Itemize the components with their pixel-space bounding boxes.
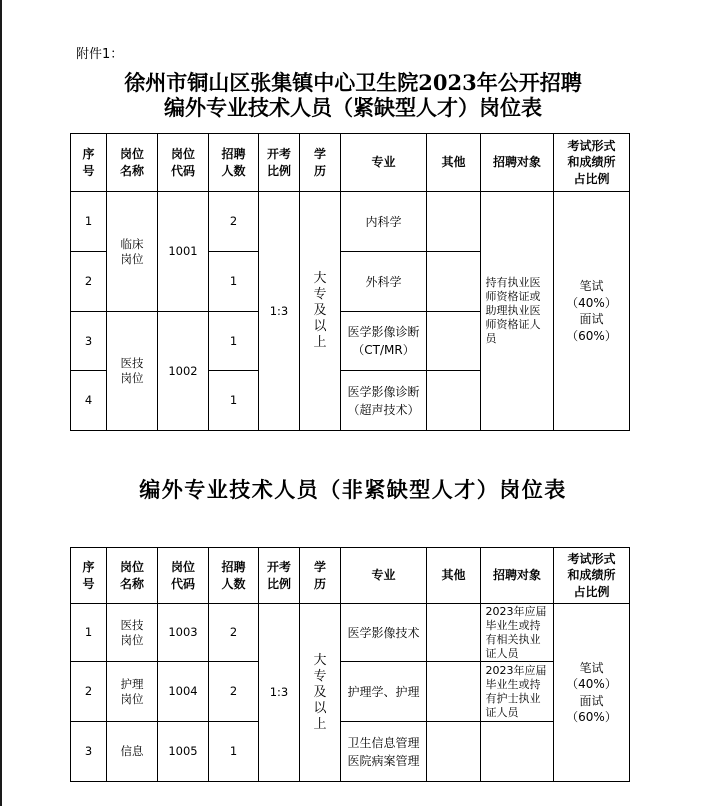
header-exam-format: [554, 134, 630, 192]
header-seq-label: 序号: [82, 560, 95, 591]
header-education: [300, 134, 341, 192]
exam-format-line: 笔试: [579, 279, 604, 293]
post-code-value: 1005: [168, 744, 198, 758]
cell-headcount: [209, 371, 259, 431]
header-headcount-label: 招聘人数: [221, 147, 246, 178]
post-code-value: 1004: [168, 684, 198, 698]
cell-major: [341, 252, 427, 312]
cell-other: [427, 192, 481, 252]
header-post-name-label: 岗位名称: [119, 560, 144, 591]
cell-other: [427, 312, 481, 371]
table-row: [71, 662, 630, 722]
header-post-code-label: 岗位代码: [170, 560, 195, 591]
cell-education: [300, 604, 341, 782]
header-major-label: 专业: [371, 155, 396, 170]
cell-headcount: [209, 722, 259, 782]
headcount-value: 1: [229, 393, 238, 407]
post-code-value: 1003: [168, 625, 198, 639]
headcount-value: 1: [229, 744, 238, 758]
major-value: 护理学、护理: [347, 684, 420, 699]
cell-major: [341, 662, 427, 722]
header-education-label: 学历: [313, 147, 326, 178]
cell-target: [481, 192, 554, 431]
header-education-label: 学历: [313, 560, 326, 591]
header-post-name: [107, 548, 158, 604]
header-major: [341, 134, 427, 192]
header-major: [341, 548, 427, 604]
cell-exam-ratio: [259, 604, 300, 782]
cell-target: [481, 604, 554, 662]
cell-seq: [71, 722, 107, 782]
header-exam-ratio: [259, 134, 300, 192]
post-name-value: 护理岗位: [120, 676, 144, 706]
header-exam-format-label: 考试形式和成绩所占比例: [567, 551, 616, 599]
header-other: [427, 134, 481, 192]
header-education: [300, 548, 341, 604]
seq-value: 4: [84, 393, 93, 407]
table-row: [71, 604, 630, 662]
header-seq: [71, 548, 107, 604]
table-row: [71, 722, 630, 782]
table-shortage-posts: [70, 133, 630, 431]
attachment-label: 附件1：: [76, 47, 124, 62]
cell-post-name: [107, 192, 158, 312]
header-exam-format-label: 考试形式和成绩所占比例: [567, 138, 616, 186]
header-seq: [71, 134, 107, 192]
cell-major: [341, 722, 427, 782]
cell-post-name: [107, 662, 158, 722]
cell-other: [427, 722, 481, 782]
header-other-label: 其他: [441, 155, 466, 170]
cell-post-code: [158, 604, 209, 662]
cell-post-code: [158, 662, 209, 722]
header-headcount: [209, 548, 259, 604]
post-name-value: 医技岗位: [120, 356, 144, 385]
major-value: 卫生信息管理医院病案管理: [347, 735, 420, 768]
table-non-shortage-posts: [70, 547, 630, 782]
major-value: 外科学: [365, 274, 402, 289]
table-header-row: [71, 134, 630, 192]
cell-major: [341, 371, 427, 431]
document-title: [70, 70, 636, 120]
cell-headcount: [209, 312, 259, 371]
headcount-value: 1: [229, 333, 238, 348]
cell-seq: [71, 192, 107, 252]
exam-format-line: （60%）: [566, 328, 617, 343]
education-value: 大专及以上: [313, 652, 327, 732]
cell-post-code: [158, 722, 209, 782]
seq-value: 2: [84, 684, 93, 698]
exam-format-line: （40%）: [566, 295, 617, 310]
cell-other: [427, 604, 481, 662]
table2-title: 编外专业技术人员（非紧缺型人才）岗位表: [139, 477, 567, 502]
cell-other: [427, 252, 481, 312]
table-row: [71, 192, 630, 252]
title-line-1: 徐州市铜山区张集镇中心卫生院2023年公开招聘: [124, 70, 582, 95]
exam-format-line: 笔试: [579, 660, 604, 675]
table-header-row: [71, 548, 630, 604]
seq-value: 1: [84, 625, 93, 639]
major-value: 医学影像诊断（超声技术）: [347, 384, 420, 417]
header-post-code-label: 岗位代码: [170, 147, 195, 178]
header-major-label: 专业: [371, 568, 396, 583]
major-value: 医学影像技术: [347, 625, 420, 640]
headcount-value: 2: [229, 214, 238, 228]
target-value: 持有执业医师资格证或助理执业医师资格证人员: [485, 276, 541, 345]
header-other: [427, 548, 481, 604]
education-value: 大专及以上: [313, 271, 327, 350]
header-target-label: 招聘对象: [492, 568, 541, 583]
exam-ratio-value: 1:3: [269, 303, 289, 318]
cell-major: [341, 604, 427, 662]
header-target: [481, 134, 554, 192]
target-value: 2023年应届毕业生或持有相关执业证人员: [485, 604, 547, 660]
post-code-value: 1002: [168, 363, 198, 378]
exam-format-line: （40%）: [566, 677, 617, 691]
cell-major: [341, 312, 427, 371]
cell-post-name: [107, 312, 158, 431]
cell-exam-ratio: [259, 192, 300, 431]
header-other-label: 其他: [441, 568, 466, 583]
exam-format-line: 面试: [579, 693, 604, 708]
cell-other: [427, 371, 481, 431]
seq-value: 3: [84, 333, 93, 348]
target-value: 2023年应届毕业生或持有护士执业证人员: [485, 663, 547, 719]
cell-headcount: [209, 604, 259, 662]
header-headcount: [209, 134, 259, 192]
cell-headcount: [209, 252, 259, 312]
exam-format-line: （60%）: [566, 710, 617, 724]
cell-seq: [71, 371, 107, 431]
header-target-label: 招聘对象: [492, 155, 541, 170]
header-post-name: [107, 134, 158, 192]
post-name-value: 临床岗位: [120, 236, 144, 266]
cell-seq: [71, 312, 107, 371]
header-exam-format: [554, 548, 630, 604]
cell-other: [427, 662, 481, 722]
header-target: [481, 548, 554, 604]
seq-value: 2: [84, 274, 93, 288]
post-name-value: 医技岗位: [120, 617, 144, 647]
exam-format-line: 面试: [579, 312, 604, 326]
headcount-value: 2: [229, 625, 238, 639]
cell-exam-format: [554, 604, 630, 782]
cell-major: [341, 192, 427, 252]
title-line-2: 编外专业技术人员（紧缺型人才）岗位表: [164, 95, 542, 120]
cell-exam-format: [554, 192, 630, 431]
cell-headcount: [209, 192, 259, 252]
header-exam-ratio-label: 开考比例: [266, 147, 291, 178]
seq-value: 3: [84, 744, 93, 758]
header-exam-ratio: [259, 548, 300, 604]
cell-headcount: [209, 662, 259, 722]
major-value: 医学影像诊断（CT/MR）: [347, 325, 420, 357]
major-value: 内科学: [365, 214, 402, 229]
header-post-code: [158, 548, 209, 604]
post-name-value: 信息: [120, 744, 144, 758]
cell-target: [481, 662, 554, 722]
header-post-code: [158, 134, 209, 192]
post-code-value: 1001: [168, 244, 198, 258]
cell-post-name: [107, 722, 158, 782]
header-post-name-label: 岗位名称: [119, 147, 144, 178]
headcount-value: 2: [229, 684, 238, 698]
header-exam-ratio-label: 开考比例: [266, 560, 291, 591]
cell-post-code: [158, 312, 209, 431]
exam-ratio-value: 1:3: [269, 685, 289, 699]
cell-post-code: [158, 192, 209, 312]
cell-seq: [71, 252, 107, 312]
headcount-value: 1: [229, 274, 238, 288]
header-seq-label: 序号: [82, 147, 95, 178]
seq-value: 1: [84, 214, 93, 228]
cell-education: [300, 192, 341, 431]
header-headcount-label: 招聘人数: [221, 560, 246, 591]
cell-post-name: [107, 604, 158, 662]
cell-seq: [71, 662, 107, 722]
page-left-edge: [0, 0, 2, 806]
cell-seq: [71, 604, 107, 662]
cell-target: [481, 722, 554, 782]
